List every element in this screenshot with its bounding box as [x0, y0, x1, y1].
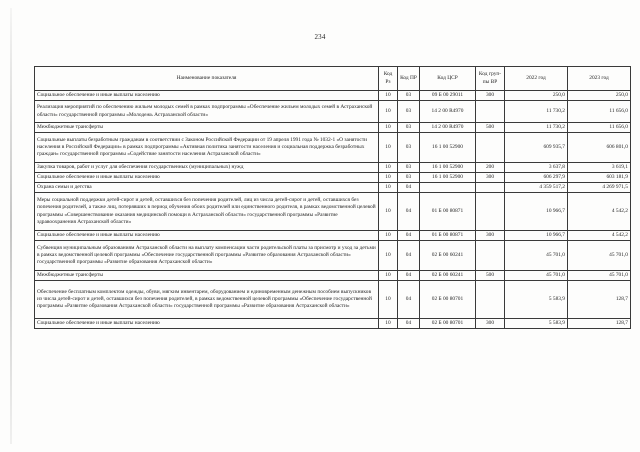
row-code-vr [476, 133, 505, 163]
row-code-rz: 10 [379, 133, 398, 163]
row-amount-2022: 606 297,9 [505, 173, 568, 183]
row-code-pr: 03 [398, 163, 420, 173]
row-code-csr: 02 Б 00 80701 [420, 281, 476, 319]
header-rz: Код Рз [379, 67, 398, 91]
header-vr: Код груп-пы ВР [476, 67, 505, 91]
row-amount-2023: 45 701,0 [568, 241, 631, 271]
table-row [35, 91, 631, 101]
row-code-rz: 10 [379, 319, 398, 329]
row-code-rz: 10 [379, 91, 398, 101]
row-amount-2022: 11 730,2 [505, 101, 568, 123]
row-amount-2023: 250,0 [568, 91, 631, 101]
header-name: Наименование показателя [35, 67, 379, 91]
row-code-vr [476, 183, 505, 193]
table-row [35, 133, 631, 163]
row-code-csr: 02 Б 00 80701 [420, 319, 476, 329]
row-amount-2022: 10 966,7 [505, 231, 568, 241]
table-row [35, 319, 631, 329]
row-code-csr: 09 Б 00 29011 [420, 91, 476, 101]
row-code-csr: 14 2 00 R4970 [420, 123, 476, 133]
row-code-pr: 03 [398, 91, 420, 101]
row-amount-2022: 4 359 517,2 [505, 183, 568, 193]
row-amount-2022: 609 935,7 [505, 133, 568, 163]
row-amount-2023: 11 656,0 [568, 123, 631, 133]
row-amount-2023: 3 619,1 [568, 163, 631, 173]
row-amount-2023: 11 656,0 [568, 101, 631, 123]
row-code-rz: 10 [379, 241, 398, 271]
row-amount-2022: 45 701,0 [505, 271, 568, 281]
page-number: 234 [314, 33, 326, 41]
row-code-rz: 10 [379, 271, 398, 281]
row-code-rz: 10 [379, 193, 398, 231]
row-name: Межбюджетные трансферты [35, 123, 379, 133]
row-amount-2022: 250,0 [505, 91, 568, 101]
table-row [35, 101, 631, 123]
table-row [35, 173, 631, 183]
row-name: Обеспечение бесплатным комплектом одежды, обуви, мягким инвентарем, оборудованием и единовременным денежным пособием выпускников из числа детей-сирот и детей, оставшихся без попечения родителей, в рамках ведомственной целевой программы «Обеспечение государственной программы «Развитие образования Астраханской области» государственной программы «Развитие образования Астраханской области» [35, 281, 379, 319]
row-code-vr: 500 [476, 271, 505, 281]
row-amount-2023: 45 701,0 [568, 271, 631, 281]
row-code-pr: 04 [398, 193, 420, 231]
row-code-csr: 16 1 00 52900 [420, 173, 476, 183]
row-code-pr: 04 [398, 183, 420, 193]
row-code-vr: 300 [476, 231, 505, 241]
row-code-rz: 10 [379, 101, 398, 123]
row-name: Меры социальной поддержки детей-сирот и детей, оставшихся без попечения родителей, лиц из числа детей-сирот и детей, оставшихся без попечения родителей, а также лиц, потерявших в период обучения обоих родителей или единственного родителя, в рамках ведомственной целевой программы «Совершенствование оказания медицинской помощи в Астраханской области» государственной программы «Развитие здравоохранения Астраханской области» [35, 193, 379, 231]
row-code-pr: 03 [398, 123, 420, 133]
row-code-vr [476, 193, 505, 231]
budget-table [34, 66, 631, 329]
row-amount-2023: 4 542,2 [568, 193, 631, 231]
row-code-vr [476, 281, 505, 319]
row-code-rz: 10 [379, 183, 398, 193]
row-code-vr [476, 101, 505, 123]
header-pr: Код ПР [398, 67, 420, 91]
row-code-vr: 300 [476, 91, 505, 101]
row-code-vr [476, 241, 505, 271]
row-name: Реализация мероприятий по обеспечению жильем молодых семей в рамках подпрограммы «Обеспечение жильем молодых семей в Астраханской области» государственной программы «Молодежь Астраханской области» [35, 101, 379, 123]
row-code-pr: 04 [398, 281, 420, 319]
row-name: Социальное обеспечение и иные выплаты населению [35, 173, 379, 183]
row-code-csr [420, 183, 476, 193]
row-name: Социальное обеспечение и иные выплаты населению [35, 91, 379, 101]
table-row [35, 123, 631, 133]
row-amount-2022: 5 583,9 [505, 319, 568, 329]
table-row [35, 193, 631, 231]
row-code-pr: 04 [398, 271, 420, 281]
row-amount-2023: 128,7 [568, 281, 631, 319]
row-amount-2022: 3 637,8 [505, 163, 568, 173]
row-code-pr: 03 [398, 101, 420, 123]
row-amount-2023: 606 801,0 [568, 133, 631, 163]
row-code-pr: 04 [398, 241, 420, 271]
row-amount-2023: 4 542,2 [568, 231, 631, 241]
row-code-rz: 10 [379, 163, 398, 173]
row-name: Социальное обеспечение и иные выплаты населению [35, 231, 379, 241]
header-2022: 2022 год [505, 67, 568, 91]
row-code-pr: 03 [398, 173, 420, 183]
row-code-csr: 16 1 00 52900 [420, 163, 476, 173]
row-code-csr: 02 Б 00 60241 [420, 271, 476, 281]
row-code-vr: 300 [476, 319, 505, 329]
row-code-pr: 03 [398, 133, 420, 163]
row-name: Закупка товаров, работ и услуг для обеспечения государственных (муниципальных) нужд [35, 163, 379, 173]
row-code-csr: 14 2 00 R4970 [420, 101, 476, 123]
row-amount-2023: 603 181,9 [568, 173, 631, 183]
row-code-rz: 10 [379, 231, 398, 241]
row-code-vr: 500 [476, 123, 505, 133]
row-code-csr: 02 Б 00 60241 [420, 241, 476, 271]
row-name: Субвенция муниципальным образованиям Астраханской области на выплату компенсации части родительской платы за присмотр и уход за детьми в рамках ведомственной целевой программы «Обеспечение государственной программы «Развитие образования Астраханской области» государственной программы «Развитие образования Астраханской области» [35, 241, 379, 271]
row-name: Социальное обеспечение и иные выплаты населению [35, 319, 379, 329]
row-amount-2022: 5 583,9 [505, 281, 568, 319]
row-amount-2022: 45 701,0 [505, 241, 568, 271]
row-amount-2023: 4 269 971,5 [568, 183, 631, 193]
table-row [35, 183, 631, 193]
header-2023: 2023 год [568, 67, 631, 91]
table-header-row [35, 67, 631, 91]
header-csr: Код ЦСР [420, 67, 476, 91]
table-row [35, 163, 631, 173]
row-amount-2022: 11 730,2 [505, 123, 568, 133]
row-amount-2022: 10 966,7 [505, 193, 568, 231]
row-code-pr: 04 [398, 319, 420, 329]
row-amount-2023: 128,7 [568, 319, 631, 329]
row-name: Охрана семьи и детства [35, 183, 379, 193]
row-code-rz: 10 [379, 123, 398, 133]
scan-edge-shadow [10, 8, 12, 444]
table-row [35, 271, 631, 281]
row-code-vr: 200 [476, 163, 505, 173]
table-row [35, 281, 631, 319]
row-code-csr: 01 Б 00 80871 [420, 231, 476, 241]
row-code-pr: 04 [398, 231, 420, 241]
row-code-vr: 300 [476, 173, 505, 183]
table-row [35, 231, 631, 241]
table-row [35, 241, 631, 271]
row-name: Межбюджетные трансферты [35, 271, 379, 281]
row-code-csr: 16 1 00 52900 [420, 133, 476, 163]
row-code-rz: 10 [379, 173, 398, 183]
row-code-csr: 01 Б 00 80871 [420, 193, 476, 231]
row-name: Социальные выплаты безработным гражданам в соответствии с Законом Российской Федерации от 19 апреля 1991 года № 1032-1 «О занятости населения в Российской Федерации» в рамках подпрограммы «Активная политика занятости населения и социальная поддержка безработных граждан» государственной программы «Содействие занятости населения Астраханской области» [35, 133, 379, 163]
row-code-rz: 10 [379, 281, 398, 319]
